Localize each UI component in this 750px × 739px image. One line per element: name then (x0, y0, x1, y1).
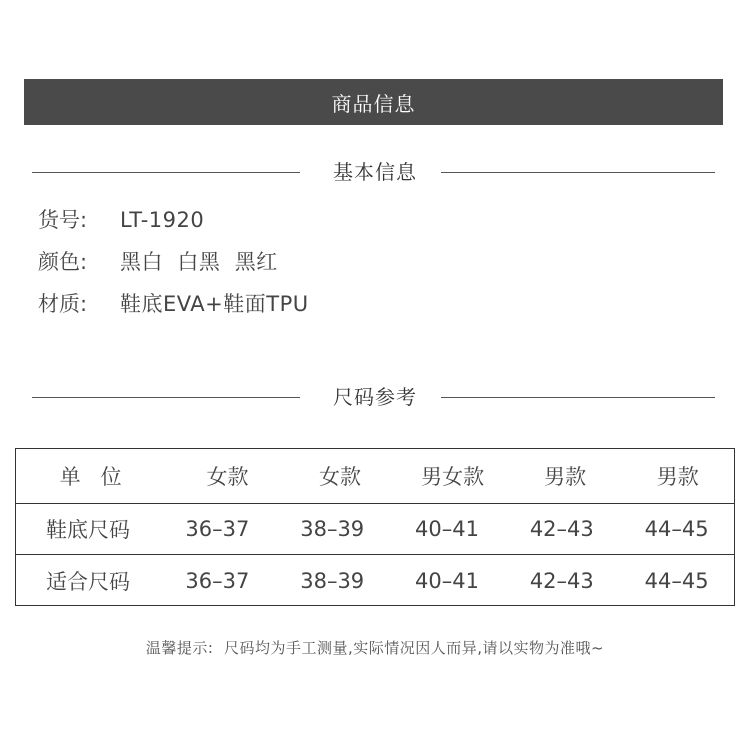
table-row (16, 555, 734, 606)
table-cell: 鞋底尺码 (46, 517, 130, 542)
size-ref-title: 尺码参考 (333, 385, 417, 409)
table-header-row (16, 449, 734, 504)
table-header-cell: 男款 (544, 465, 587, 489)
info-row-color (38, 245, 309, 287)
table-header-cell: 女款 (206, 465, 249, 489)
size-note: 温馨提示: 尺码均为手工测量,实际情况因人而异,请以实物为准哦~ (145, 639, 605, 657)
table-cell: 42–43 (529, 568, 594, 593)
info-label: 材质: (38, 292, 88, 316)
table-cell: 适合尺码 (46, 569, 130, 594)
table-cell: 44–45 (644, 516, 709, 541)
banner-title: 商品信息 (331, 91, 416, 116)
table-row (16, 503, 734, 555)
size-table (15, 448, 735, 606)
info-row-material (38, 287, 309, 329)
table-header-cell: 男女款 (421, 465, 485, 489)
table-header-cell: 女款 (319, 465, 362, 489)
table-cell: 44–45 (644, 568, 709, 593)
table-header-cell: 男款 (656, 465, 699, 489)
info-label: 颜色: (38, 250, 88, 274)
size-ref-divider (0, 382, 750, 412)
table-cell: 36–37 (185, 516, 250, 541)
info-value: 鞋底EVA+鞋面TPU (120, 292, 309, 316)
product-info-banner (24, 79, 723, 125)
table-cell: 38–39 (300, 516, 365, 541)
table-header-cell: 单位 (59, 465, 142, 489)
table-cell: 38–39 (300, 568, 365, 593)
table-cell: 40–41 (415, 568, 479, 593)
table-cell: 36–37 (185, 568, 250, 593)
table-cell: 42–43 (529, 516, 594, 541)
info-row-item-no (38, 203, 309, 245)
info-value: LT-1920 (120, 208, 205, 232)
info-value: 黑白 白黑 黑红 (120, 250, 278, 274)
info-label: 货号: (38, 208, 88, 232)
table-cell: 40–41 (415, 516, 479, 541)
basic-info-list (38, 203, 309, 329)
basic-info-divider (0, 157, 750, 187)
basic-info-title: 基本信息 (333, 160, 417, 184)
